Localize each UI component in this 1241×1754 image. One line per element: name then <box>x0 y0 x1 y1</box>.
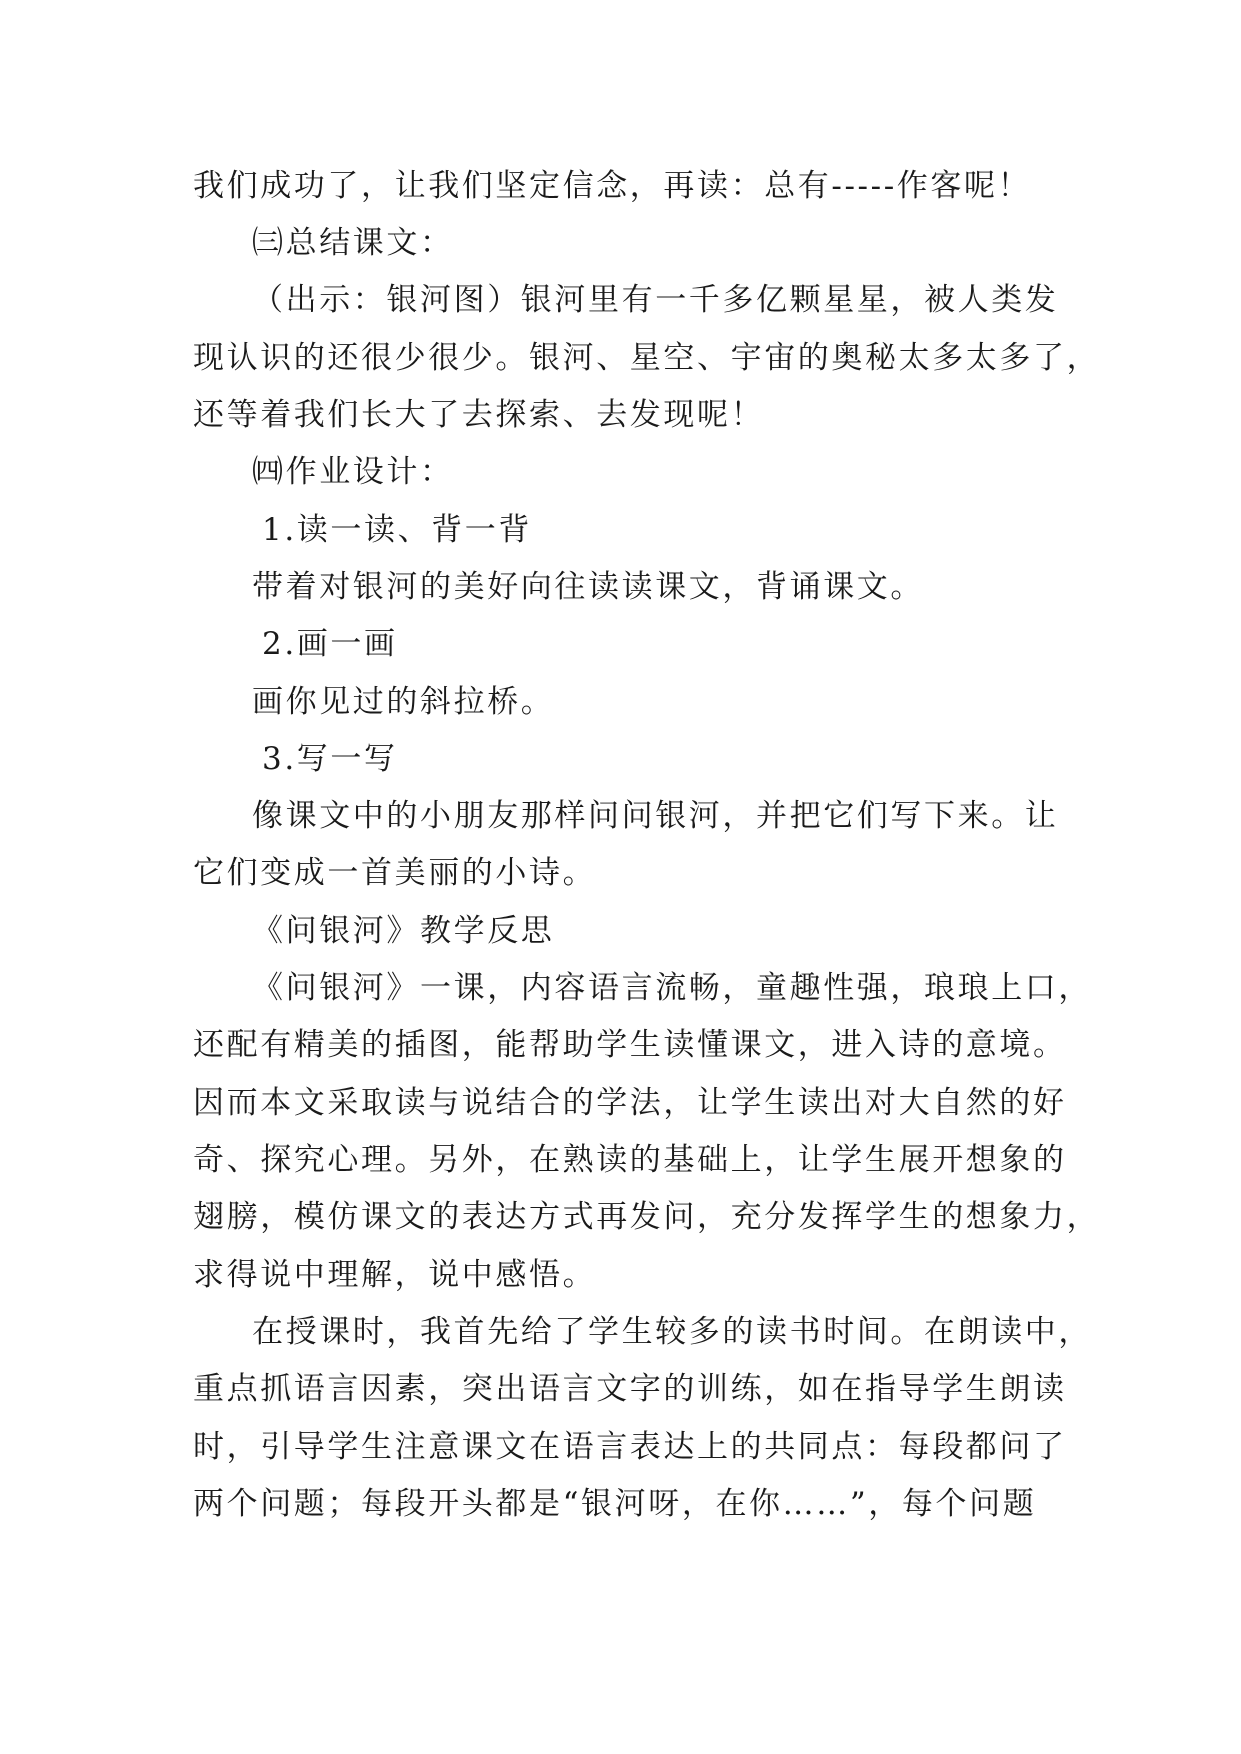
text-line: 我们成功了，让我们坚定信念，再读：总有-----作客呢！ <box>193 168 1032 204</box>
text-line: 它们变成一首美丽的小诗。 <box>193 855 597 891</box>
text-line: 奇、探究心理。另外，在熟读的基础上，让学生展开想象的 <box>193 1142 1067 1178</box>
text-line: 在授课时，我首先给了学生较多的读书时间。在朗读中， <box>252 1314 1092 1350</box>
text-line: 《问银河》一课，内容语言流畅，童趣性强，琅琅上口， <box>252 970 1092 1006</box>
text-line: 还配有精美的插图，能帮助学生读懂课文，进入诗的意境。 <box>193 1027 1067 1063</box>
text-line: （出示：银河图）银河里有一千多亿颗星星，被人类发 <box>252 282 1059 318</box>
text-line: 两个问题；每段开头都是“银河呀，在你……”，每个问题 <box>193 1486 1037 1522</box>
text-line: 翅膀，模仿课文的表达方式再发问，充分发挥学生的想象力， <box>193 1199 1101 1235</box>
reflection-title: 《问银河》教学反思 <box>252 913 555 949</box>
text-line: 现认识的还很少很少。银河、星空、宇宙的奥秘太多太多了， <box>193 340 1101 376</box>
text-line: 还等着我们长大了去探索、去发现呢！ <box>193 397 765 433</box>
homework-item-3-text: 像课文中的小朋友那样问问银河，并把它们写下来。让 <box>252 798 1059 834</box>
homework-item-2-title: 2.画一画 <box>262 626 398 662</box>
text-line: 时，引导学生注意课文在语言表达上的共同点：每段都问了 <box>193 1429 1067 1465</box>
homework-item-1-title: 1.读一读、背一背 <box>262 512 532 548</box>
homework-item-1-text: 带着对银河的美好向往读读课文，背诵课文。 <box>252 569 924 605</box>
homework-item-3-title: 3.写一写 <box>262 741 398 777</box>
homework-item-2-text: 画你见过的斜拉桥。 <box>252 684 555 720</box>
section-heading-summary: ㈢总结课文： <box>252 225 454 261</box>
section-heading-homework: ㈣作业设计： <box>252 454 454 490</box>
text-line: 因而本文采取读与说结合的学法，让学生读出对大自然的好 <box>193 1085 1067 1121</box>
text-line: 重点抓语言因素，突出语言文字的训练，如在指导学生朗读 <box>193 1371 1067 1407</box>
text-line: 求得说中理解，说中感悟。 <box>193 1257 597 1293</box>
